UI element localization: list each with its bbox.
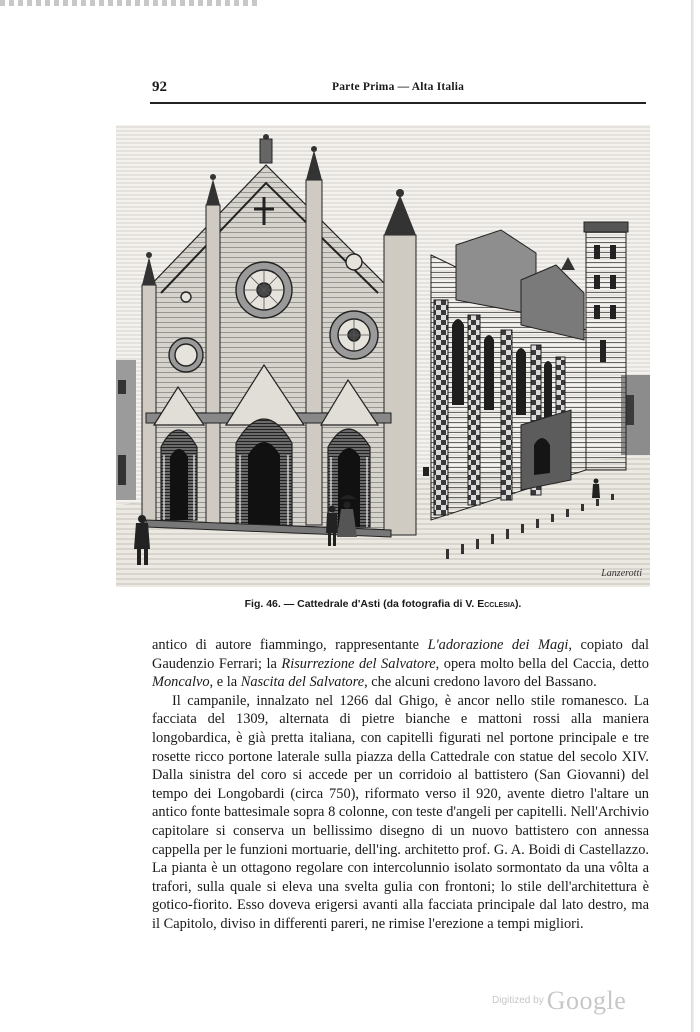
artist-nickname: Moncalvo <box>152 674 210 691</box>
body-text <box>152 636 649 934</box>
cathedral-engraving <box>116 125 650 587</box>
page-header <box>150 76 646 104</box>
text-run: , opera molto bella del Caccia, detto <box>435 655 649 672</box>
text-run: , che alcuni credono lavoro del Bassano. <box>364 674 597 691</box>
artwork-title: L'adorazione dei Magi <box>427 637 569 653</box>
artwork-title: Nascita del Salvatore <box>240 674 365 691</box>
caption-suffix: ). <box>514 598 522 610</box>
caption-text: Fig. 46. — Cattedrale d'Asti (da fotografia di V. <box>244 598 478 610</box>
text-run: , copiato dal Gaudenzio Ferrari; la <box>152 637 649 672</box>
running-head: Parte Prima — Alta Italia <box>332 81 465 93</box>
scan-artifact <box>0 0 260 6</box>
google-logo: Google <box>546 986 627 1015</box>
artwork-title: Risurrezione del Salvatore <box>281 655 436 672</box>
figure-caption <box>116 598 650 610</box>
cathedral-illustration <box>116 125 650 587</box>
engraver-signature: Lanzerotti <box>601 568 642 579</box>
digitized-watermark <box>492 986 626 1020</box>
page-number: 92 <box>152 79 167 95</box>
text-run: , e la <box>209 674 241 691</box>
caption-photographer: Ecclesia <box>477 598 515 610</box>
page-edge <box>691 0 694 1032</box>
paragraph-2: Il campanile, innalzato nel 1266 dal Ghigo, è ancor nello stile romanesco. La facciata del 1309, alternata di pietre bianche e mattoni rossi alla maniera longobardica, è già pretta italiana, con capitelli figurati nel portone principale e tre rosette ricco portone laterale sulla piazza della Cattedrale con statue del secolo XIV. Dalla sinistra del coro si accede per un corridoio al battistero (San Giovanni) del tempo dei Longobardi (circa 750), riformato verso il 920, avente dietro l'altare un antico fonte battesimale sopra 8 colonne, con teste d'angeli per capitelli. Nell'Archivio capitolare si conserva un bellissimo disegno di un nuovo battistero con annessa cappella per le funzioni mortuarie, dell'ing. architetto prof. G. A. Boidi di Castellazzo. La pianta è un ottagono regolare con intercolunnio isolato sormontato da una vôlta a trafori, sulla quale si eleva una svelta gulia con frontoni; lo stile dell'architettura è gotico-fiorito. Esso doveva erigersi avanti alla facciata principale dal lato destro, ma il Capitolo, diviso in differenti pareri, ne rimise l'erezione a tempi migliori. <box>152 692 649 932</box>
paragraph-1 <box>152 636 649 692</box>
text-run: antico di autore fiammingo, rappresentante <box>152 637 428 653</box>
watermark-prefix: Digitized by <box>492 995 544 1006</box>
